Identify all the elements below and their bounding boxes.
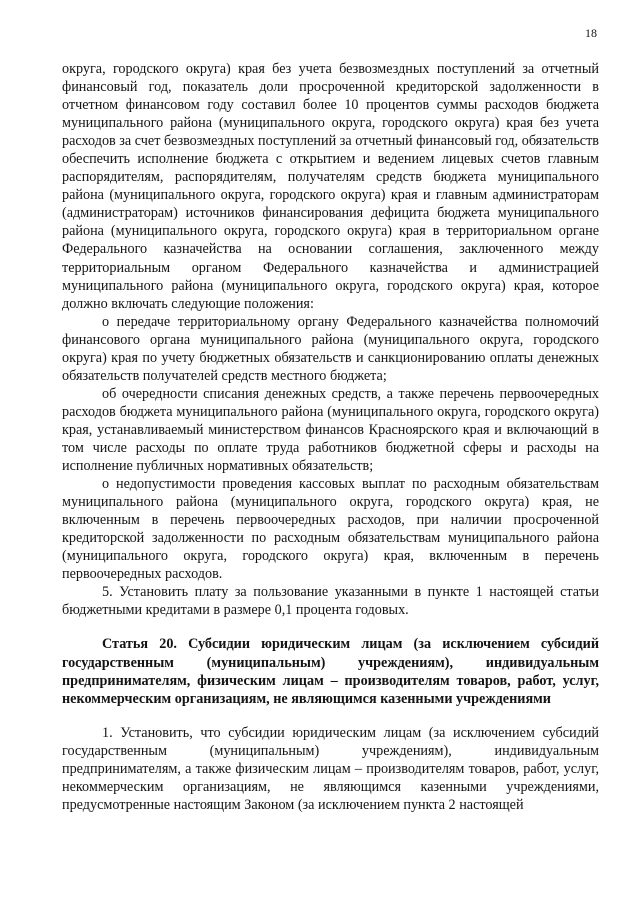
document-body xyxy=(62,60,599,814)
paragraph-transfer-powers: о передаче территориальному органу Федерального казначейства полномочий финансового органа муниципального района (муниципального округа, городского округа) края по учету бюджетных обязательств и санкционированию оплаты денежных обязательств получателей средств местного бюджета; xyxy=(62,313,599,384)
article-20-paragraph-1: 1. Установить, что субсидии юридическим лицам (за исключением субсидий государственным (муниципальным) учреждениям), индивидуальным предпринимателям, а также физическим лицам – производителям товаров, работ, услуг, некоммерческим организациям, не являющимся казенными учреждениями, предусмотренные настоящим Законом (за исключением пункта 2 настоящей xyxy=(62,724,599,813)
article-20-title: Статья 20. Субсидии юридическим лицам (за исключением субсидий государственным (муниципальным) учреждениям), индивидуальным предпринимателям, физическим лицам – производителям товаров, работ, услуг, некоммерческим организациям, не являющимся казенными учреждениями xyxy=(62,636,599,707)
paragraph-priority-order: об очередности списания денежных средств, а также перечень первоочередных расходов бюджета муниципального района (муниципального округа, городского округа) края, устанавливаемый министерством финансов Красноярского края и включающий в том числе расходы по оплате труда работников бюджетной сферы и расходы на исполнение публичных нормативных обязательств; xyxy=(62,385,599,475)
page-number: 18 xyxy=(585,26,597,40)
paragraph-continuation: округа, городского округа) края без учета безвозмездных поступлений за отчетный финансовый год, показатель доли просроченной кредиторской задолженности в отчетном финансовом году составил более 10 процентов суммы расходов бюджета муниципального района (муниципального округа, городского округа) края без учета расходов за счет безвозмездных поступлений за отчетный финансовый год, обязательств обеспечить исполнение бюджета с открытием и ведением лицевых счетов главным распорядителям, распорядителям, получателям средств бюджета муниципального района (муниципального округа, городского округа) края и главным администраторам (администраторам) источников финансирования дефицита бюджета муниципального района (муниципального округа, городского округа) края в территориальном органе Федерального казначейства на основании соглашения, заключенного между территориальным органом Федерального казначейства и администрацией муниципального района (муниципального округа, городского округа) края, которое должно включать следующие положения: xyxy=(62,61,599,312)
paragraph-item-5: 5. Установить плату за пользование указанными в пункте 1 настоящей статьи бюджетными кредитами в размере 0,1 процента годовых. xyxy=(62,584,599,619)
paragraph-payment-restriction: о недопустимости проведения кассовых выплат по расходным обязательствам муниципального района (муниципального округа, городского округа) края, не включенным в перечень первоочередных расходов, при наличии просроченной кредиторской задолженности по расходным обязательствам муниципального района (муниципального округа, городского округа) края, включенным в перечень первоочередных расходов. xyxy=(62,476,599,583)
